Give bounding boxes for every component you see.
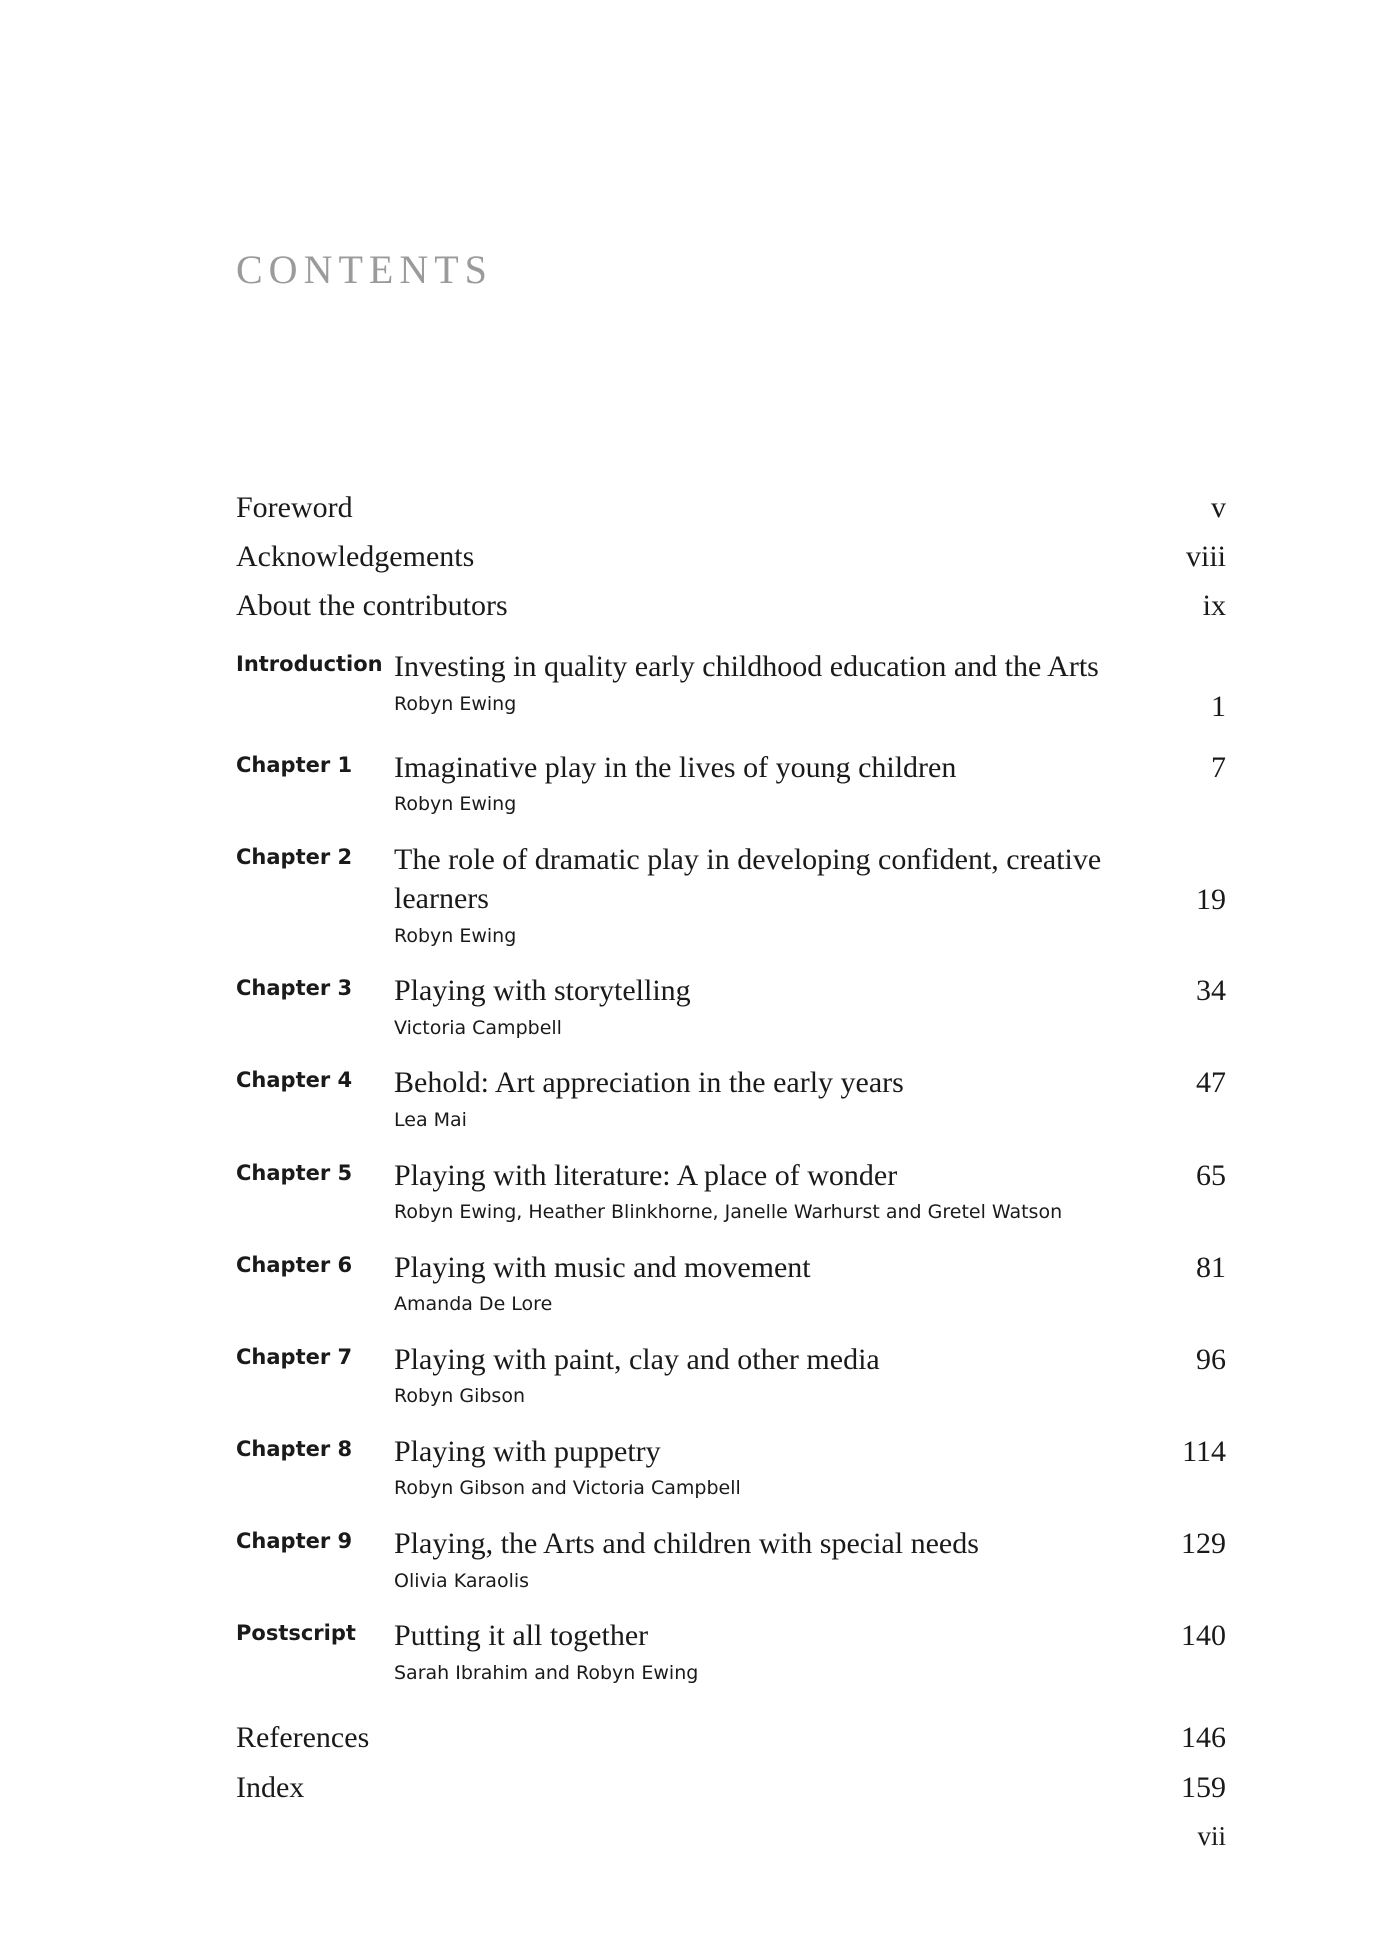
entry-label: About the contributors bbox=[236, 589, 508, 622]
list-item[interactable] bbox=[236, 493, 1226, 523]
chapter-label: Chapter 2 bbox=[236, 844, 353, 869]
entry-label: Acknowledgements bbox=[236, 540, 475, 573]
table-row[interactable] bbox=[236, 971, 1226, 1042]
chapter-authors: Olivia Karaolis bbox=[394, 1569, 530, 1592]
chapter-title: Investing in quality early childhood education and the Arts bbox=[394, 650, 1099, 683]
chapter-authors: Robyn Ewing bbox=[394, 924, 517, 947]
table-row[interactable] bbox=[236, 748, 1226, 819]
table-row[interactable] bbox=[236, 1063, 1226, 1134]
toc-content bbox=[236, 0, 1226, 1823]
chapter-page-number: 81 bbox=[1196, 1250, 1226, 1284]
table-row[interactable] bbox=[236, 647, 1226, 727]
chapter-authors: Robyn Gibson bbox=[394, 1385, 525, 1408]
chapter-authors: Robyn Ewing, Heather Blinkhorne, Janelle Warhurst and Gretel Watson bbox=[394, 1201, 1063, 1224]
entry-page-number: viii bbox=[1185, 540, 1226, 573]
chapter-label: Chapter 3 bbox=[236, 976, 353, 1001]
table-row[interactable] bbox=[236, 1156, 1226, 1227]
table-row[interactable] bbox=[236, 1616, 1226, 1687]
back-matter-list bbox=[236, 1723, 1226, 1803]
chapter-page-number: 114 bbox=[1182, 1434, 1226, 1468]
folio-page-number: vii bbox=[1197, 1821, 1226, 1851]
chapter-title: Imaginative play in the lives of young children bbox=[394, 750, 957, 784]
chapter-label: Chapter 8 bbox=[236, 1436, 353, 1461]
chapter-body bbox=[391, 1156, 1156, 1227]
chapter-body bbox=[391, 647, 1156, 718]
chapter-page-number: 129 bbox=[1181, 1526, 1226, 1560]
chapter-title: Putting it all together bbox=[394, 1619, 649, 1653]
chapter-body bbox=[391, 971, 1156, 1042]
front-matter-list bbox=[236, 493, 1226, 621]
entry-page-number: ix bbox=[1202, 589, 1226, 622]
chapter-page-number: 47 bbox=[1196, 1066, 1226, 1100]
chapter-page-number: 7 bbox=[1211, 750, 1226, 784]
chapter-label: Chapter 5 bbox=[236, 1160, 353, 1185]
table-row[interactable] bbox=[236, 1248, 1226, 1319]
chapter-label: Chapter 1 bbox=[236, 752, 353, 777]
chapter-body bbox=[391, 1432, 1156, 1503]
entry-label: References bbox=[236, 1721, 370, 1755]
chapter-title: Playing with music and movement bbox=[394, 1250, 811, 1284]
chapter-page-number: 96 bbox=[1196, 1342, 1226, 1376]
page-title: CONTENTS bbox=[236, 247, 493, 292]
chapter-body bbox=[391, 1248, 1156, 1319]
list-item[interactable] bbox=[236, 1723, 1226, 1753]
chapter-title: Playing, the Arts and children with special needs bbox=[394, 1526, 979, 1560]
chapter-title: Playing with literature: A place of wonder bbox=[394, 1158, 898, 1192]
entry-label: Index bbox=[236, 1771, 305, 1805]
chapter-label: Introduction bbox=[236, 652, 383, 676]
chapter-label: Chapter 7 bbox=[236, 1344, 353, 1369]
entry-label: Foreword bbox=[236, 491, 353, 524]
chapter-body bbox=[391, 748, 1156, 819]
chapter-body bbox=[391, 1063, 1156, 1134]
chapter-body bbox=[391, 840, 1156, 951]
chapter-authors: Lea Mai bbox=[394, 1109, 467, 1132]
chapter-body bbox=[391, 1524, 1156, 1595]
chapter-label: Chapter 6 bbox=[236, 1252, 353, 1277]
chapter-authors: Robyn Ewing bbox=[394, 793, 517, 816]
chapter-title: Playing with paint, clay and other media bbox=[394, 1342, 880, 1376]
table-row[interactable] bbox=[236, 1340, 1226, 1411]
list-item[interactable] bbox=[236, 1773, 1226, 1803]
chapter-title: Playing with puppetry bbox=[394, 1434, 661, 1468]
chapter-page-number: 19 bbox=[1196, 882, 1226, 916]
chapter-page-number: 1 bbox=[1211, 690, 1226, 723]
list-item[interactable] bbox=[236, 591, 1226, 621]
chapter-authors: Robyn Gibson and Victoria Campbell bbox=[394, 1477, 741, 1500]
chapter-label: Chapter 4 bbox=[236, 1068, 353, 1093]
list-item[interactable] bbox=[236, 542, 1226, 572]
entry-page-number: 146 bbox=[1181, 1721, 1226, 1755]
chapter-body bbox=[391, 1340, 1156, 1411]
chapter-title: The role of dramatic play in developing confident, creative learners bbox=[394, 842, 1102, 916]
chapter-page-number: 140 bbox=[1181, 1619, 1226, 1653]
chapter-body bbox=[391, 1616, 1156, 1687]
chapter-authors: Sarah Ibrahim and Robyn Ewing bbox=[394, 1661, 699, 1684]
chapter-authors: Amanda De Lore bbox=[394, 1293, 553, 1316]
entry-page-number: v bbox=[1211, 491, 1226, 524]
table-row[interactable] bbox=[236, 1432, 1226, 1503]
entry-page-number: 159 bbox=[1181, 1771, 1226, 1805]
chapter-authors: Robyn Ewing bbox=[394, 692, 517, 715]
chapter-label: Postscript bbox=[236, 1621, 356, 1646]
table-row[interactable] bbox=[236, 1524, 1226, 1595]
chapter-list bbox=[236, 647, 1226, 1687]
chapter-page-number: 65 bbox=[1196, 1158, 1226, 1192]
chapter-authors: Victoria Campbell bbox=[394, 1016, 562, 1039]
chapter-title: Playing with storytelling bbox=[394, 974, 691, 1008]
table-row[interactable] bbox=[236, 840, 1226, 951]
chapter-title: Behold: Art appreciation in the early years bbox=[394, 1066, 904, 1100]
chapter-page-number: 34 bbox=[1196, 974, 1226, 1008]
chapter-label: Chapter 9 bbox=[236, 1528, 353, 1553]
